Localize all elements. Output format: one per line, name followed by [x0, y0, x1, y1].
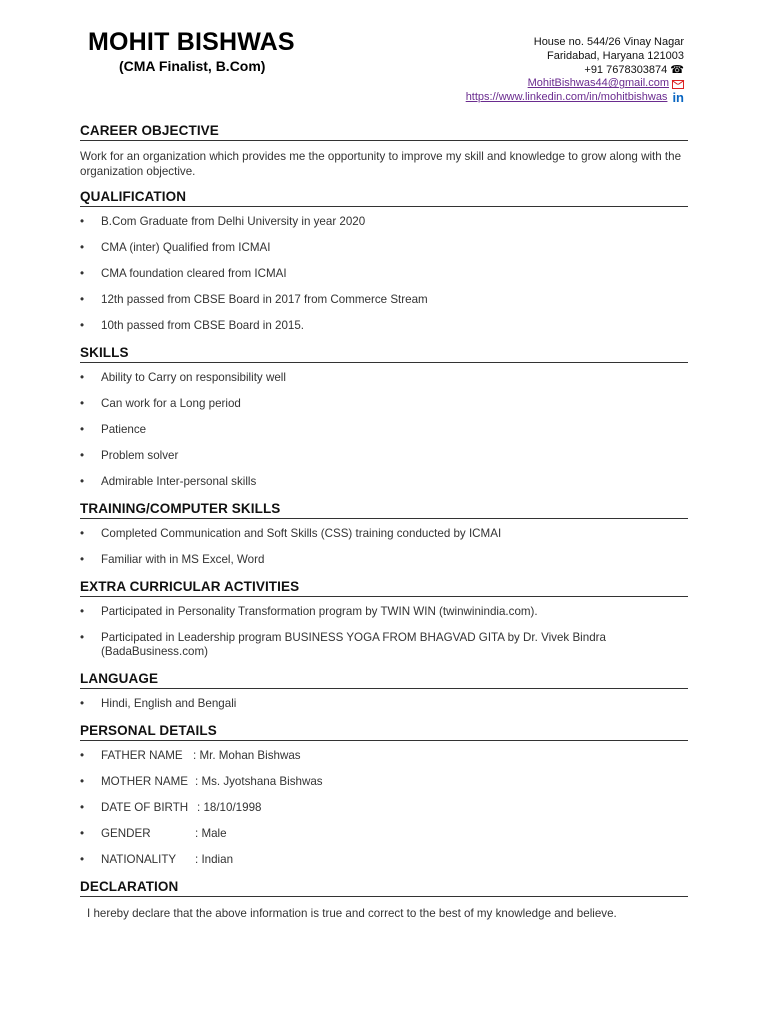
list-item — [80, 605, 688, 619]
bullet-icon: • — [80, 371, 85, 384]
section-training — [80, 501, 688, 567]
phone-icon: ☎ — [670, 63, 684, 76]
section-title: EXTRA CURRICULAR ACTIVITIES — [80, 579, 688, 597]
bullet-icon: • — [80, 423, 85, 436]
detail-label: NATIONALITY — [101, 852, 177, 866]
detail-label: GENDER — [101, 826, 151, 840]
bullet-icon: • — [80, 397, 85, 410]
detail-value: : Male — [195, 826, 227, 840]
section-declaration — [80, 879, 688, 920]
list-item — [80, 697, 688, 711]
list-item — [80, 749, 688, 763]
training-list — [80, 527, 688, 567]
list-item — [80, 397, 688, 411]
address-line-2: Faridabad, Haryana 121003 — [547, 49, 684, 62]
section-title: TRAINING/COMPUTER SKILLS — [80, 501, 688, 519]
linkedin-icon: in — [672, 90, 684, 106]
bullet-icon: • — [80, 267, 85, 280]
address-line-1: House no. 544/26 Vinay Nagar — [533, 36, 684, 48]
section-title: CAREER OBJECTIVE — [80, 123, 688, 141]
bullet-icon: • — [80, 319, 85, 332]
list-item-text: Can work for a Long period — [101, 397, 241, 410]
list-item-text: Problem solver — [101, 449, 179, 462]
detail-value: : Ms. Jyotshana Bishwas — [195, 774, 323, 788]
career-objective-text: Work for an organization which provides me the opportunity to improve my skill and knowledge to grow along with the organization objective. — [80, 150, 682, 178]
list-item-text: CMA (inter) Qualified from ICMAI — [101, 241, 271, 254]
list-item-text: Participated in Personality Transformation program by TWIN WIN (twinwinindia.com). — [101, 605, 538, 618]
linkedin-link[interactable]: https://www.linkedin.com/in/mohitbishwas — [465, 91, 668, 104]
detail-label: MOTHER NAME — [101, 774, 188, 788]
section-career-objective — [80, 123, 688, 179]
list-item — [80, 853, 688, 867]
section-title: PERSONAL DETAILS — [80, 723, 688, 741]
detail-value: : 18/10/1998 — [197, 800, 262, 814]
bullet-icon: • — [80, 852, 85, 866]
email-row — [466, 77, 684, 91]
bullet-icon: • — [80, 527, 85, 540]
section-title: LANGUAGE — [80, 671, 688, 689]
list-item — [80, 423, 688, 437]
section-personal-details — [80, 723, 688, 867]
resume-body — [80, 123, 688, 920]
qualification-list — [80, 215, 688, 333]
list-item — [80, 827, 688, 841]
email-link[interactable]: MohitBishwas44@gmail.com — [527, 77, 669, 90]
bullet-icon: • — [80, 605, 85, 618]
detail-label: DATE OF BIRTH — [101, 800, 189, 814]
declaration-text: I hereby declare that the above information is true and correct to the best of my knowledge and believe. — [87, 906, 617, 920]
list-item-text: 12th passed from CBSE Board in 2017 from Commerce Stream — [101, 293, 428, 306]
detail-value: : Indian — [195, 852, 234, 866]
phone-number: +91 7678303874 — [584, 63, 668, 76]
list-item — [80, 631, 688, 658]
bullet-icon: • — [80, 553, 85, 566]
list-item-text: Patience — [101, 423, 147, 436]
language-list — [80, 697, 688, 711]
list-item-text: Familiar with in MS Excel, Word — [101, 553, 265, 566]
list-item-text: Hindi, English and Bengali — [101, 696, 237, 710]
section-extracurricular — [80, 579, 688, 658]
phone-row — [466, 64, 684, 78]
list-item — [80, 371, 688, 385]
list-item-text: Completed Communication and Soft Skills (CSS) training conducted by ICMAI — [101, 527, 502, 540]
bullet-icon: • — [80, 800, 85, 814]
list-item — [80, 775, 688, 789]
list-item-text: Ability to Carry on responsibility well — [101, 371, 286, 384]
list-item — [80, 553, 688, 567]
bullet-icon: • — [80, 215, 85, 228]
list-item — [80, 215, 688, 229]
section-title: QUALIFICATION — [80, 189, 688, 207]
personal-details-list — [80, 749, 688, 867]
section-title: SKILLS — [80, 345, 688, 363]
list-item — [80, 267, 688, 281]
list-item — [80, 241, 688, 255]
list-item-text: CMA foundation cleared from ICMAI — [101, 267, 287, 280]
section-language — [80, 671, 688, 711]
list-item — [80, 293, 688, 307]
skills-list — [80, 371, 688, 489]
bullet-icon: • — [80, 475, 85, 488]
bullet-icon: • — [80, 774, 85, 788]
list-item-text: B.Com Graduate from Delhi University in year 2020 — [101, 215, 366, 228]
list-item — [80, 475, 688, 489]
candidate-subtitle: (CMA Finalist, B.Com) — [119, 58, 266, 74]
list-item-text: Participated in Leadership program BUSINESS YOGA FROM BHAGVAD GITA by Dr. Vivek Bindra (BadaBusiness.com) — [101, 631, 606, 658]
candidate-name: MOHIT BISHWAS — [88, 28, 295, 56]
bullet-icon: • — [80, 696, 85, 710]
mail-icon — [672, 80, 684, 89]
section-qualification — [80, 189, 688, 333]
list-item — [80, 319, 688, 333]
list-item — [80, 527, 688, 541]
bullet-icon: • — [80, 241, 85, 254]
list-item-text: 10th passed from CBSE Board in 2015. — [101, 319, 305, 332]
detail-value: : Mr. Mohan Bishwas — [193, 748, 301, 762]
bullet-icon: • — [80, 748, 85, 762]
list-item — [80, 449, 688, 463]
bullet-icon: • — [80, 826, 85, 840]
detail-label: FATHER NAME — [101, 748, 183, 762]
section-skills — [80, 345, 688, 489]
contact-block — [466, 36, 684, 105]
bullet-icon: • — [80, 449, 85, 462]
linkedin-row — [466, 91, 684, 105]
bullet-icon: • — [80, 293, 85, 306]
section-title: DECLARATION — [80, 879, 688, 897]
list-item-text: Admirable Inter-personal skills — [101, 475, 257, 488]
extracurricular-list — [80, 605, 688, 658]
list-item — [80, 801, 688, 815]
bullet-icon: • — [80, 631, 85, 644]
